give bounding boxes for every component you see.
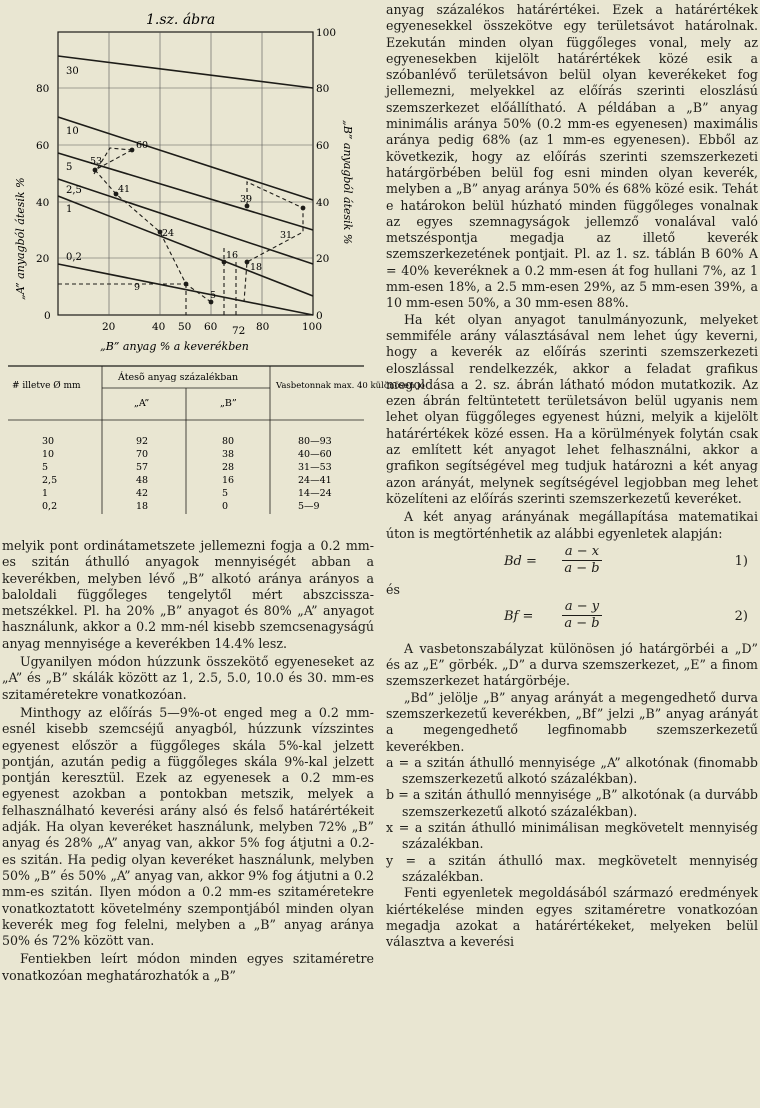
paragraph: Ha két olyan anyagot tanulmányozunk, melyeket semmiféle arány választásával nem lehet úgy keverni, hogy a keverék az előírás szerinti szemszerkezeti eloszlással rendelkezzék, akkor a feladat grafikus megoldása a 2. sz. ábrán látható módon mutatkozik. Az ezen ábrán feltüntetett területsávon belül ugyanis nem lehet olyan függőleges egyenest húzni, melyik a kijelölt határértékek közé essen. Ha a körülmények folytán csak az említett két anyagot lehet felhasználni, akkor a grafikon segítségével meg tudjuk határozni a két anyag azon arányát, melynek segítségével legjobban meg lehet közelíteni az előírás szerinti szemszerkezetű keveréket. [386, 311, 758, 506]
bottom-axis-label: „B” anyag % a keverékben [100, 340, 249, 353]
definition-symbol: b [386, 787, 395, 803]
bottom-tick: 60 [204, 321, 218, 333]
definition-text: = a szitán áthulló mennyisége „B” alkotónak (a durvább szemszerkezetű alkotó százalékban). [398, 787, 758, 819]
table-row [42, 449, 332, 460]
definition-x [386, 820, 758, 853]
left-tick: 40 [36, 197, 50, 209]
figure-title: 1.sz. ábra [146, 12, 216, 28]
point-label: 53 [90, 156, 103, 167]
cell-range: 5—9 [298, 501, 320, 512]
table-header-size: # illetve Ø mm [12, 381, 81, 391]
bottom-tick: 40 [152, 321, 166, 333]
data-point [184, 282, 189, 287]
right-tick: 100 [316, 27, 337, 39]
equation-number: 2) [734, 608, 748, 624]
right-body-text [386, 2, 758, 950]
right-tick: 40 [316, 197, 330, 209]
table-header-passing: Átesõ anyag százalékban [118, 372, 239, 383]
cell-range: 14—24 [298, 488, 332, 499]
right-tick: 0 [316, 310, 323, 322]
right-tick: 80 [316, 83, 330, 95]
bottom-tick: 20 [102, 321, 116, 333]
cell-size: 2,5 [42, 475, 58, 486]
definition-text: = a szitán áthulló mennyisége „A” alkotónak (finomabb szemszerkezetű alkotó százalékban). [398, 754, 758, 787]
point-label: 16 [226, 250, 239, 261]
conjunction: és [386, 581, 400, 597]
definition-y [386, 853, 758, 886]
left-tick: 0 [44, 310, 51, 322]
equation-lhs: Bd = [504, 553, 537, 569]
sieve-line-1 [58, 196, 313, 296]
right-axis-label: „B” anyagból átesik % [341, 120, 354, 245]
dashed-limit-curve [95, 150, 211, 302]
definition-text: = a szitán áthulló minimálisan megkövetelt mennyiség százalékban. [398, 820, 758, 852]
definition-symbol: y [386, 852, 394, 868]
left-axis-label: „A” anyagból átesik % [14, 177, 27, 300]
bottom-tick: 100 [302, 321, 323, 333]
cell-a: 70 [136, 449, 149, 460]
equation-lhs: Bf = [504, 608, 534, 624]
bottom-tick: 72 [232, 325, 246, 337]
line-label: 10 [66, 126, 79, 137]
cell-b: 0 [222, 501, 229, 512]
cell-size: 10 [42, 449, 55, 460]
cell-size: 1 [42, 488, 49, 499]
equation-numerator: a − y [562, 599, 602, 616]
point-label: 31 [280, 230, 293, 241]
equation-denominator: a − b [564, 615, 600, 631]
equation-fraction [562, 599, 602, 631]
cell-b: 38 [222, 449, 235, 460]
definition-text: = a szitán áthulló max. megkövetelt mennyiség százalékban. [402, 852, 758, 884]
cell-b: 28 [222, 462, 235, 473]
cell-a: 48 [136, 475, 149, 486]
right-tick: 20 [316, 253, 330, 265]
table-row [42, 488, 332, 499]
plot-frame [58, 32, 313, 315]
definition-symbol: x [386, 820, 394, 836]
equation-denominator: a − b [564, 560, 600, 576]
line-label: 1 [66, 204, 73, 215]
cell-a: 42 [136, 488, 149, 499]
data-point [130, 148, 135, 153]
cell-b: 5 [222, 488, 229, 499]
cell-range: 80—93 [298, 436, 332, 447]
paragraph: melyik pont ordinátametszete jellemezni fogja a 0.2 mm-es szitán áthulló anyagok mennyiségét abban a keverékben, melyben lévő „B” alkotó aránya arányos a baloldali függőleges tengelytől mért abszcissza-metszékkel. Pl. ha 20% „B” anyagot és 80% „A” anyagot használunk, akkor a 0.2 mm-nél kisebb szemcsenagyságú anyag mennyisége a keverékben 14.4% lesz. [2, 538, 374, 651]
line-label: 5 [66, 162, 73, 173]
equation-fraction [562, 544, 602, 576]
paragraph: A két anyag arányának megállapítása matematikai úton is megtörténhetik az alábbi egyenletek alapján: [386, 509, 758, 541]
paragraph: Ugyanilyen módon húzzunk összekötő egyeneseket az „A” és „B” skálák között az 1, 2.5, 5.0, 10.0 és 30. mm-es szitaméretekre vonatkozóan. [2, 654, 374, 702]
cell-a: 18 [136, 501, 149, 512]
cell-range: 40—60 [298, 449, 332, 460]
right-tick: 60 [316, 140, 330, 152]
point-label: 24 [162, 228, 175, 239]
sieve-table [8, 364, 425, 516]
cell-size: 0,2 [42, 501, 58, 512]
paragraph: „Bd” jelölje „B” anyag arányát a megengedhető durva szemszerkezetű keverékben, „Bf” jelzi „B” anyag arányát a megengedhető legfinomabb szemszerkezetű keverékben. [386, 689, 758, 754]
equation-1 [386, 542, 758, 582]
paragraph: Minthogy az előírás 5—9%-ot enged meg a 0.2 mm-esnél kisebb szemcséjű anyagból, húzzunk vízszintes egyenest először a függőleges skála 5%-kal jelzett pontján, azután pedig a függőleges skála 9%-kal jelzett pontján keresztül. Ezek az egyenesek a 0.2 mm-es egyenest azokban a pontokban metszik, melyek a felhasználható keverési arány alsó és felső határértékeit adják. Ha olyan keveréket használunk, melyben 72% „B” anyag és 28% „A” anyag van, akkor 5% fog átjutni a 0.2-es szitán. Ha pedig olyan keveréket használunk, melyben 50% „B” és 50% „A” anyag van, akkor 9% fog átjutni a 0.2 mm-es szitán. Ilyen módon a 0.2 mm-es szitaméretekre vonatkoztatott követelmény szempontjából minden olyan keverék meg fog felelni, melyben a „B” anyag aránya 50% és 72% között van. [2, 704, 374, 949]
left-tick: 20 [36, 253, 50, 265]
equation-2 [386, 597, 758, 637]
table-header-a: „A” [134, 398, 150, 409]
point-label: 60 [136, 140, 149, 151]
equation-numerator: a − x [562, 544, 602, 561]
left-body-text [2, 538, 374, 984]
data-point [245, 260, 250, 265]
data-point [301, 206, 306, 211]
point-label: 41 [118, 184, 131, 195]
line-label: 0,2 [66, 252, 82, 263]
cell-size: 30 [42, 436, 55, 447]
bottom-tick: 80 [256, 321, 270, 333]
sieve-line-30 [58, 56, 313, 88]
point-label: 18 [250, 262, 263, 273]
data-point [93, 168, 98, 173]
definition-b [386, 787, 758, 820]
table-row [42, 462, 332, 473]
cell-range: 24—41 [298, 475, 332, 486]
table-row [42, 436, 332, 447]
paragraph: Fenti egyenletek megoldásából származó eredmények kiértékelése minden egyes szitaméretre vonatkozóan megadja azokat a határértékeket, melyeken belül választva a keverési [386, 885, 758, 950]
left-tick: 60 [36, 140, 50, 152]
grading-chart-figure [0, 0, 376, 362]
table-row [42, 501, 320, 512]
dashed-limit-curve [244, 182, 303, 302]
line-label: 30 [66, 66, 79, 77]
cell-range: 31—53 [298, 462, 332, 473]
cell-a: 57 [136, 462, 149, 473]
cell-a: 92 [136, 436, 149, 447]
paragraph: anyag százalékos határértékei. Ezek a határértékek egyenesekkel összekötve egy területsávot határolnak. Ezekután minden olyan függőleges vonal, mely az egyenesekben kijelölt határértékek közé esik a szóbanlévő területsávon belül olyan keverékeket fog jellemezni, melyekkel az előírás szerinti eloszlású szemszerkezet előállítható. A példában a „B” anyag minimális aránya 50% (0.2 mm-es egyenesen) maximális aránya pedig 68% (az 1 mm-es egyenesen). Ebből az következik, hogy az előírás szerinti szemszerkezeti határgörbében belül fog esni minden olyan keverék, melyben a „B” anyag aránya 50% és 68% közé esik. Tehát e határokon belül húzható minden függőleges vonalnak az egyes szemnagyságok jellemző vonalával való metszéspontja megadja az illető keverék szemszerkezetének pontjait. Pl. az 1. sz. táblán B 60% A = 40% keveréknek a 0.2 mm-esen át fog hullani 7%, az 1 mm-esen 18%, a 2.5 mm-esen 29%, az 5 mm-esen 39%, a 10 mm-esen 50%, a 30 mm-esen 88%. [386, 2, 758, 311]
paragraph: A vasbetonszabályzat különösen jó határgörbéi a „D” és az „E” görbék. „D” a durva szemszerkezet, „E” a finom szemszerkezet határgörbéje. [386, 640, 758, 689]
paragraph: Fentiekben leírt módon minden egyes szitaméretre vonatkozóan meghatározhatók a „B” [2, 951, 374, 983]
point-label: 39 [240, 194, 253, 205]
definition-symbol: a [386, 754, 394, 770]
cell-b: 80 [222, 436, 235, 447]
point-label: 9 [134, 282, 141, 293]
line-label: 2,5 [66, 185, 82, 196]
cell-size: 5 [42, 462, 49, 473]
cell-b: 16 [222, 475, 235, 486]
definition-a [386, 755, 758, 788]
left-tick: 80 [36, 83, 50, 95]
table-header-b: „B” [220, 398, 237, 409]
table-header-range: Vasbetonnak max. 40 különösen jó [276, 381, 425, 391]
point-label: 5 [210, 290, 217, 301]
bottom-tick: 50 [178, 321, 192, 333]
table-row [42, 475, 332, 486]
equation-number: 1) [734, 553, 748, 569]
